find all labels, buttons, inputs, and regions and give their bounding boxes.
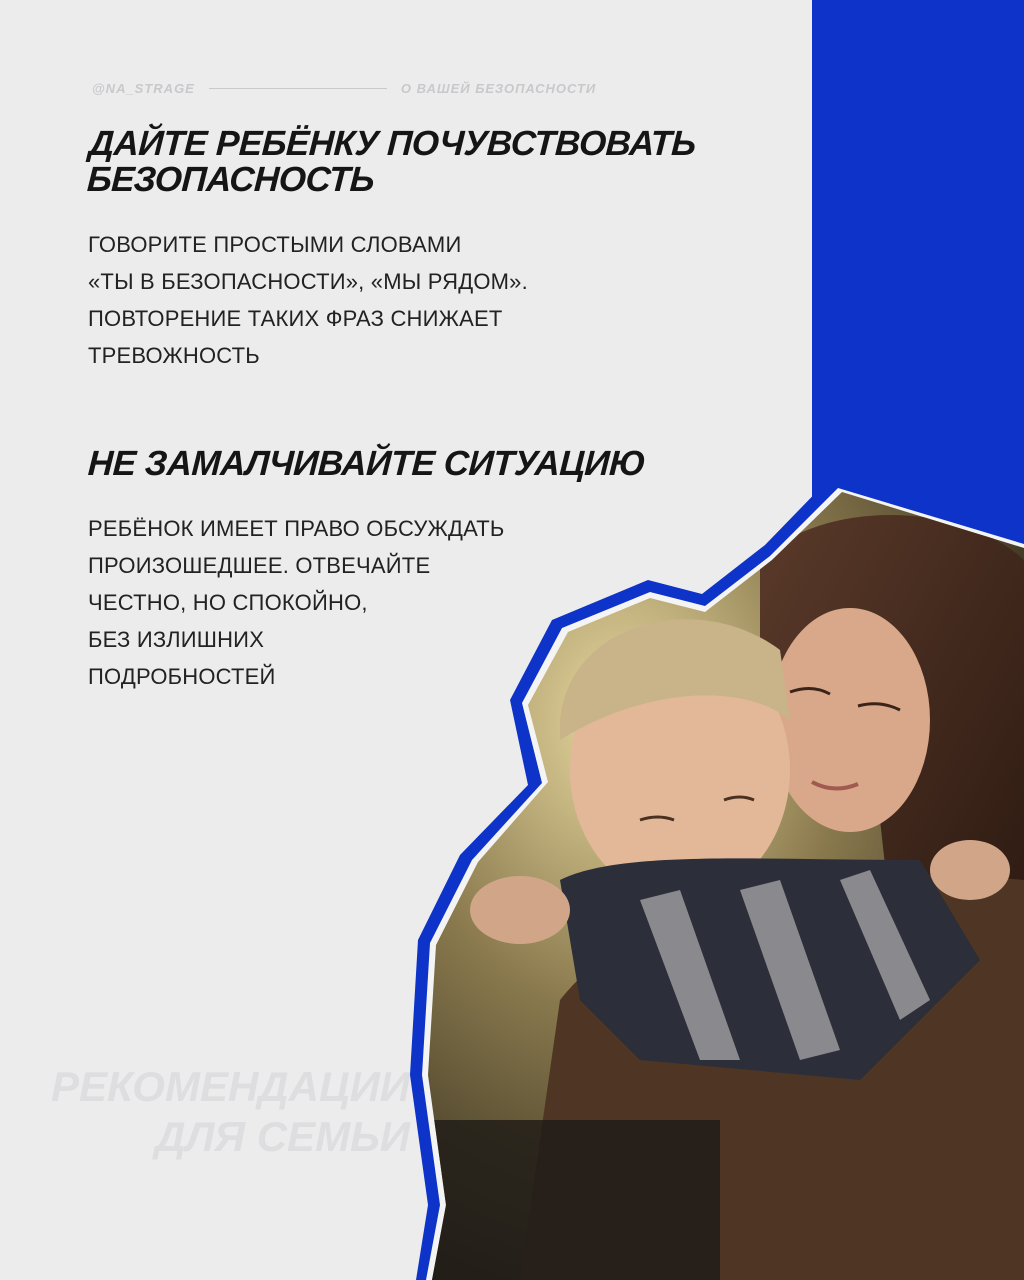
section2-body-line: РЕБЁНОК ИМЕЕТ ПРАВО ОБСУЖДАТЬ [88,516,505,541]
section1-body-line: «ТЫ В БЕЗОПАСНОСТИ», «МЫ РЯДОМ». [88,269,528,294]
section1-body-line: ТРЕВОЖНОСТЬ [88,343,260,368]
section1-body-line: ПОВТОРЕНИЕ ТАКИХ ФРАЗ СНИЖАЕТ [88,306,503,331]
section1-body-line: ГОВОРИТЕ ПРОСТЫМИ СЛОВАМИ [88,232,462,257]
section1-title-line: БЕЗОПАСНОСТЬ [86,160,376,199]
section2-title: НЕ ЗАМАЛЧИВАЙТЕ СИТУАЦИЮ [87,444,647,483]
section2-body-line: ПОДРОБНОСТЕЙ [88,664,276,689]
watermark-line: ДЛЯ СЕМЬИ [155,1113,410,1160]
section1-title-line: ДАЙТЕ РЕБЁНКУ ПОЧУВСТВОВАТЬ [87,124,697,163]
section2-body-line: БЕЗ ИЗЛИШНИХ [88,627,265,652]
section2-body-line: ПРОИЗОШЕДШЕЕ. ОТВЕЧАЙТЕ [88,553,431,578]
section2-body-line: ЧЕСТНО, НО СПОКОЙНО, [88,590,368,615]
watermark-line: РЕКОМЕНДАЦИИ [51,1063,410,1110]
account-handle: @NA_STRAGE [92,80,195,96]
header-topic: О ВАШЕЙ БЕЗОПАСНОСТИ [400,80,597,96]
